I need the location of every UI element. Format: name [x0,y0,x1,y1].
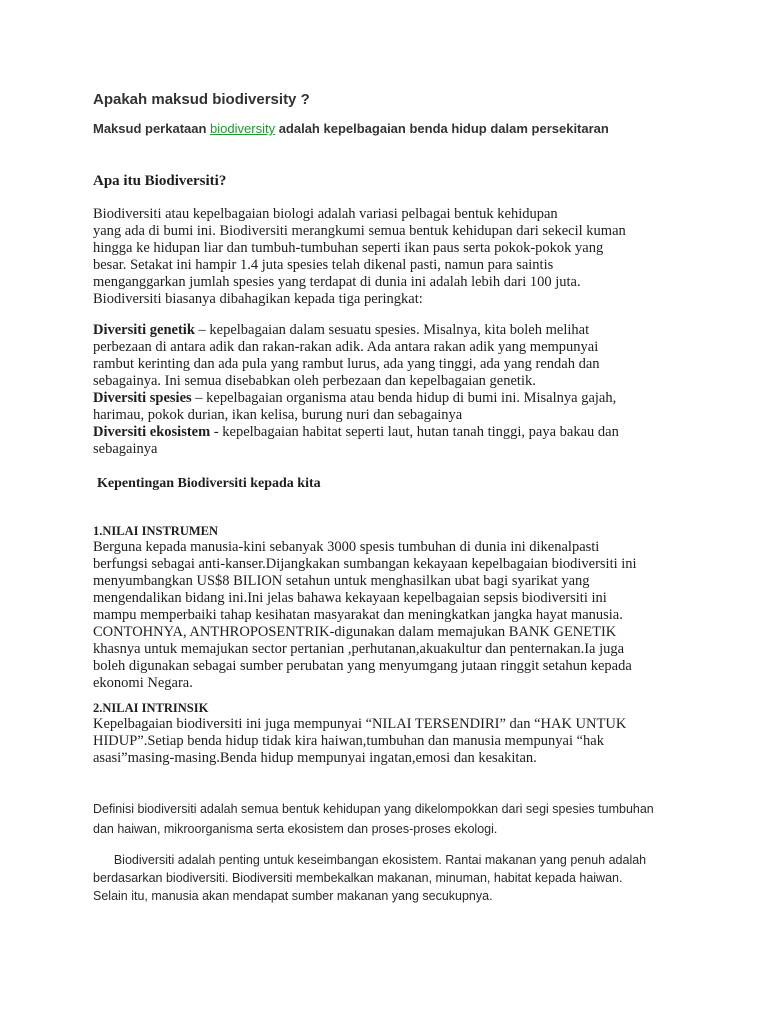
subheading-nilai-intrinsik: 2.NILAI INTRINSIK [93,701,209,715]
paragraph-definisi [93,799,683,839]
text-line: harimau, pokok durian, ikan kelisa, burung nuri dan sebagainya [93,407,463,423]
text-line: perbezaan di antara adik dan rakan-rakan adik. Ada antara rakan adik yang mempunyai [93,339,599,355]
text-line: Selain itu, manusia akan mendapat sumber makanan yang secukupnya. [93,889,493,903]
section-heading-biodiversiti: Apa itu Biodiversiti? [93,173,227,189]
text-line: Berguna kepada manusia-kini sebanyak 3000 spesis tumbuhan di dunia ini dikenalpasti [93,539,600,555]
text-line: besar. Setakat ini hampir 1.4 juta spesies telah dikenal pasti, namun para saintis [93,257,554,273]
text-line: asasi”masing-masing.Benda hidup mempunyai ingatan,emosi dan kesakitan. [93,750,537,766]
text-line: menyumbangkan US$8 BILION setahun untuk menghasilkan ubat bagi syarikat yang [93,573,590,589]
text-line: sebagainya [93,441,158,457]
intro-after: adalah kepelbagaian benda hidup dalam persekitaran [275,121,609,136]
term-definition: – kepelbagaian organisma atau benda hidup di bumi ini. Misalnya gajah, [191,390,617,406]
term-diversiti-spesies: Diversiti spesies [93,390,192,406]
subheading-nilai-instrumen: 1.NILAI INSTRUMEN [93,524,219,538]
text-line: Kepelbagaian biodiversiti ini juga mempunyai “NILAI TERSENDIRI” dan “HAK UNTUK [93,716,627,732]
page-title: Apakah maksud biodiversity ? [93,91,310,108]
paragraph-nilai-intrinsik [93,716,693,767]
term-diversiti-genetik: Diversiti genetik [93,322,195,338]
text-line: dan haiwan, mikroorganisma serta ekosistem dan proses-proses ekologi. [93,822,498,836]
text-line: yang ada di bumi ini. Biodiversiti merangkumi semua bentuk kehidupan dari sekecil kuman [93,223,626,239]
text-line: Biodiversiti atau kepelbagaian biologi adalah variasi pelbagai bentuk kehidupan [93,206,558,222]
text-line: ekonomi Negara. [93,675,193,691]
paragraph-nilai-instrumen [93,539,693,692]
text-line: khasnya untuk memajukan sector pertanian ,perhutanan,akuakultur dan penternakan.Ia juga [93,641,625,657]
text-line [93,424,693,441]
text-line: Biodiversiti adalah penting untuk keseimbangan ekosistem. Rantai makanan yang penuh adalah [93,853,647,867]
text-line: berdasarkan biodiversiti. Biodiversiti membekalkan makanan, minuman, habitat kepada haiwan. [93,871,623,885]
text-line [93,390,693,407]
text-line: sebagainya. Ini semua disebabkan oleh perbezaan dan kepelbagaian genetik. [93,373,536,389]
term-definition: - kepelbagaian habitat seperti laut, hutan tanah tinggi, paya bakau dan [210,424,619,440]
text-line: Definisi biodiversiti adalah semua bentuk kehidupan yang dikelompokkan dari segi spesies tumbuhan [93,802,654,816]
paragraph-penting [93,851,683,905]
text-line: rambut kerinting dan ada pula yang rambut lurus, ada yang tinggi, ada yang rendah dan [93,356,600,372]
term-definition: – kepelbagaian dalam sesuatu spesies. Misalnya, kita boleh melihat [194,322,590,338]
text-line: mampu memperbaiki tahap kesihatan masyarakat dan meningkatkan jangka hayat manusia. [93,607,623,623]
biodiversity-link[interactable]: biodiversity [210,121,276,136]
text-line: berfungsi sebagai anti-kanser.Dijangkakan sumbangan kekayaan kepelbagaian biodiversiti ini [93,556,637,572]
text-line: hingga ke hidupan liar dan tumbuh-tumbuhan seperti ikan paus serta pokok-pokok yang [93,240,604,256]
text-line: boleh digunakan sebagai sumber perubatan yang menyumgang jutaan ringgit setahun kepada [93,658,632,674]
text-line [93,322,693,339]
text-line: mengendalikan bidang ini.Ini jelas bahawa kekayaan kepelbagaian sepsis biodiversiti ini [93,590,607,606]
paragraph-diversity-levels [93,322,693,458]
text-line: menganggarkan jumlah spesies yang terdapat di dunia ini adalah lebih dari 100 juta. [93,274,581,290]
text-line: CONTOHNYA, ANTHROPOSENTRIK-digunakan dalam memajukan BANK GENETIK [93,624,617,640]
intro-before: Maksud perkataan [93,121,211,136]
section-heading-kepentingan: Kepentingan Biodiversiti kepada kita [97,476,321,491]
text-line: HIDUP”.Setiap benda hidup tidak kira haiwan,tumbuhan dan manusia mempunyai “hak [93,733,604,749]
term-diversiti-ekosistem: Diversiti ekosistem [93,424,211,440]
intro-sentence [93,121,609,136]
paragraph-definition [93,206,693,308]
text-line: Biodiversiti biasanya dibahagikan kepada tiga peringkat: [93,291,423,307]
